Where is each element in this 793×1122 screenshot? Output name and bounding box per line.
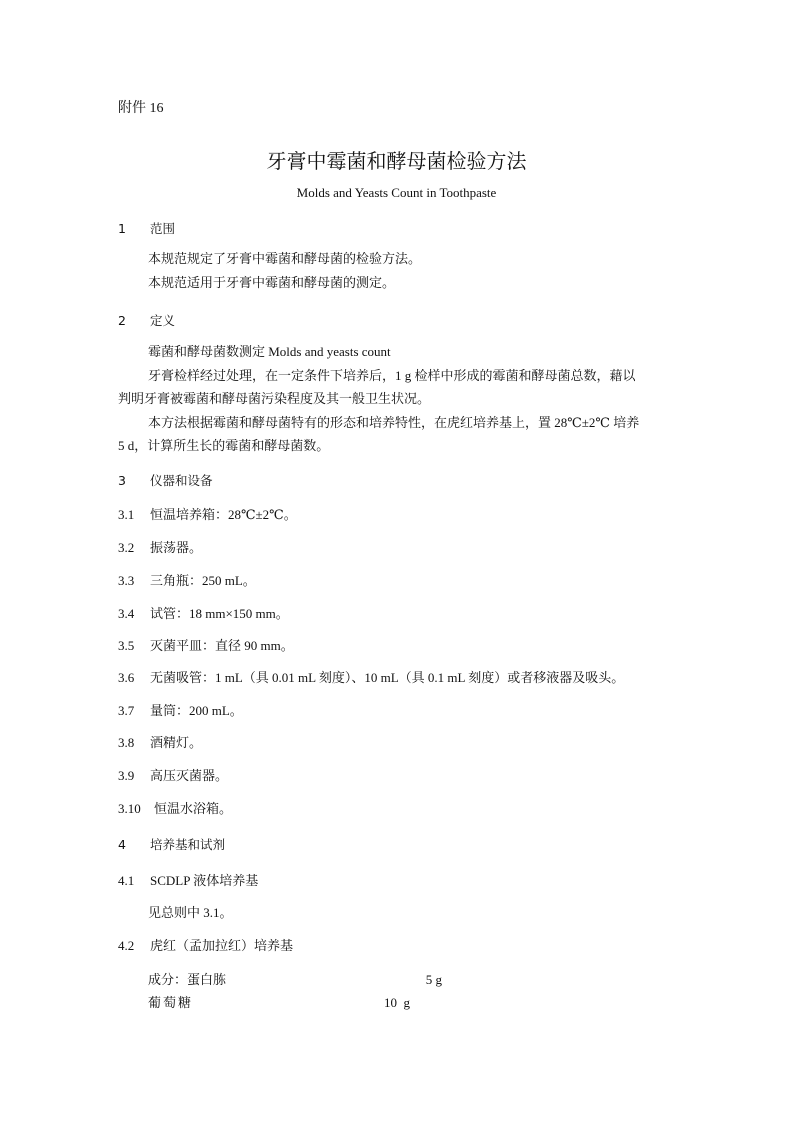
item-number: 4.2 [118,938,135,953]
item-text: 试管：18 mm×150 mm。 [150,606,289,621]
ingredient-qty: 5 g [425,972,442,987]
item-text: 振荡器。 [150,540,203,555]
section-number: 1 [118,221,126,236]
section-number: 3 [118,473,126,488]
annex-label: 附件 16 [118,101,164,116]
item-number: 3.6 [118,670,135,685]
paragraph: 本规范规定了牙膏中霉菌和酵母菌的检验方法。 [148,251,422,266]
ingredient-qty: 10 g [384,995,410,1010]
item-text: SCDLP 液体培养基 [150,873,259,888]
section-1-heading [118,221,175,237]
equipment-item [118,735,202,751]
item-text: 恒温水浴箱。 [154,801,233,816]
equipment-item [118,606,289,622]
paragraph: 本方法根据霉菌和酵母菌特有的形态和培养特性，在虎红培养基上，置 28℃±2℃ 培养 [148,415,640,430]
section-title: 定义 [150,313,176,328]
subsection-4-1 [118,873,258,889]
equipment-item [118,540,202,556]
item-text: 无菌吸管：1 mL（具 0.01 mL 刻度）、10 mL（具 0.1 mL 刻度）或者移液器及吸头。 [150,670,625,685]
paragraph: 判明牙膏被霉菌和酵母菌污染程度及其一般卫生状况。 [118,391,431,406]
paragraph: 见总则中 3.1。 [148,905,233,920]
equipment-item [118,768,228,784]
item-number: 4.1 [118,873,135,888]
section-title: 培养基和试剂 [150,837,226,852]
equipment-item [118,507,297,523]
item-number: 3.7 [118,703,135,718]
paragraph: 5 d，计算所生长的霉菌和酵母菌数。 [118,438,330,453]
section-number: 2 [118,313,126,328]
paragraph: 牙膏检样经过处理，在一定条件下培养后，1 g 检样中形成的霉菌和酵母菌总数，藉以 [148,368,636,383]
item-number: 3.5 [118,638,135,653]
section-4-heading [118,837,225,853]
item-text: 恒温培养箱：28℃±2℃。 [150,507,297,522]
ingredient-name: 成分：蛋白胨 [148,972,227,987]
item-text: 灭菌平皿：直径 90 mm。 [150,638,294,653]
item-number: 3.10 [118,801,141,816]
item-number: 3.3 [118,573,135,588]
item-text: 虎红（孟加拉红）培养基 [150,938,294,953]
paragraph: 本规范适用于牙膏中霉菌和酵母菌的测定。 [148,275,396,290]
item-number: 3.4 [118,606,135,621]
subsection-4-2 [118,938,293,954]
item-text: 高压灭菌器。 [150,768,229,783]
section-number: 4 [118,837,126,852]
item-text: 三角瓶：250 mL。 [150,573,256,588]
section-title: 仪器和设备 [150,473,213,488]
item-number: 3.1 [118,507,135,522]
page-title: 牙膏中霉菌和酵母菌检验方法 [266,149,527,173]
item-text: 酒精灯。 [150,735,203,750]
section-title: 范围 [150,221,176,236]
equipment-item [118,703,243,719]
page-subtitle: Molds and Yeasts Count in Toothpaste [296,185,497,200]
item-number: 3.2 [118,540,135,555]
item-text: 量筒：200 mL。 [150,703,243,718]
item-number: 3.9 [118,768,135,783]
equipment-item [118,801,232,817]
equipment-item [118,638,294,654]
definition-term: 霉菌和酵母菌数测定 Molds and yeasts count [148,344,391,359]
section-3-heading [118,473,213,489]
ingredient-name: 葡萄糖 [148,995,194,1010]
equipment-item [118,670,624,686]
equipment-item [118,573,256,589]
item-number: 3.8 [118,735,135,750]
section-2-heading [118,313,175,329]
